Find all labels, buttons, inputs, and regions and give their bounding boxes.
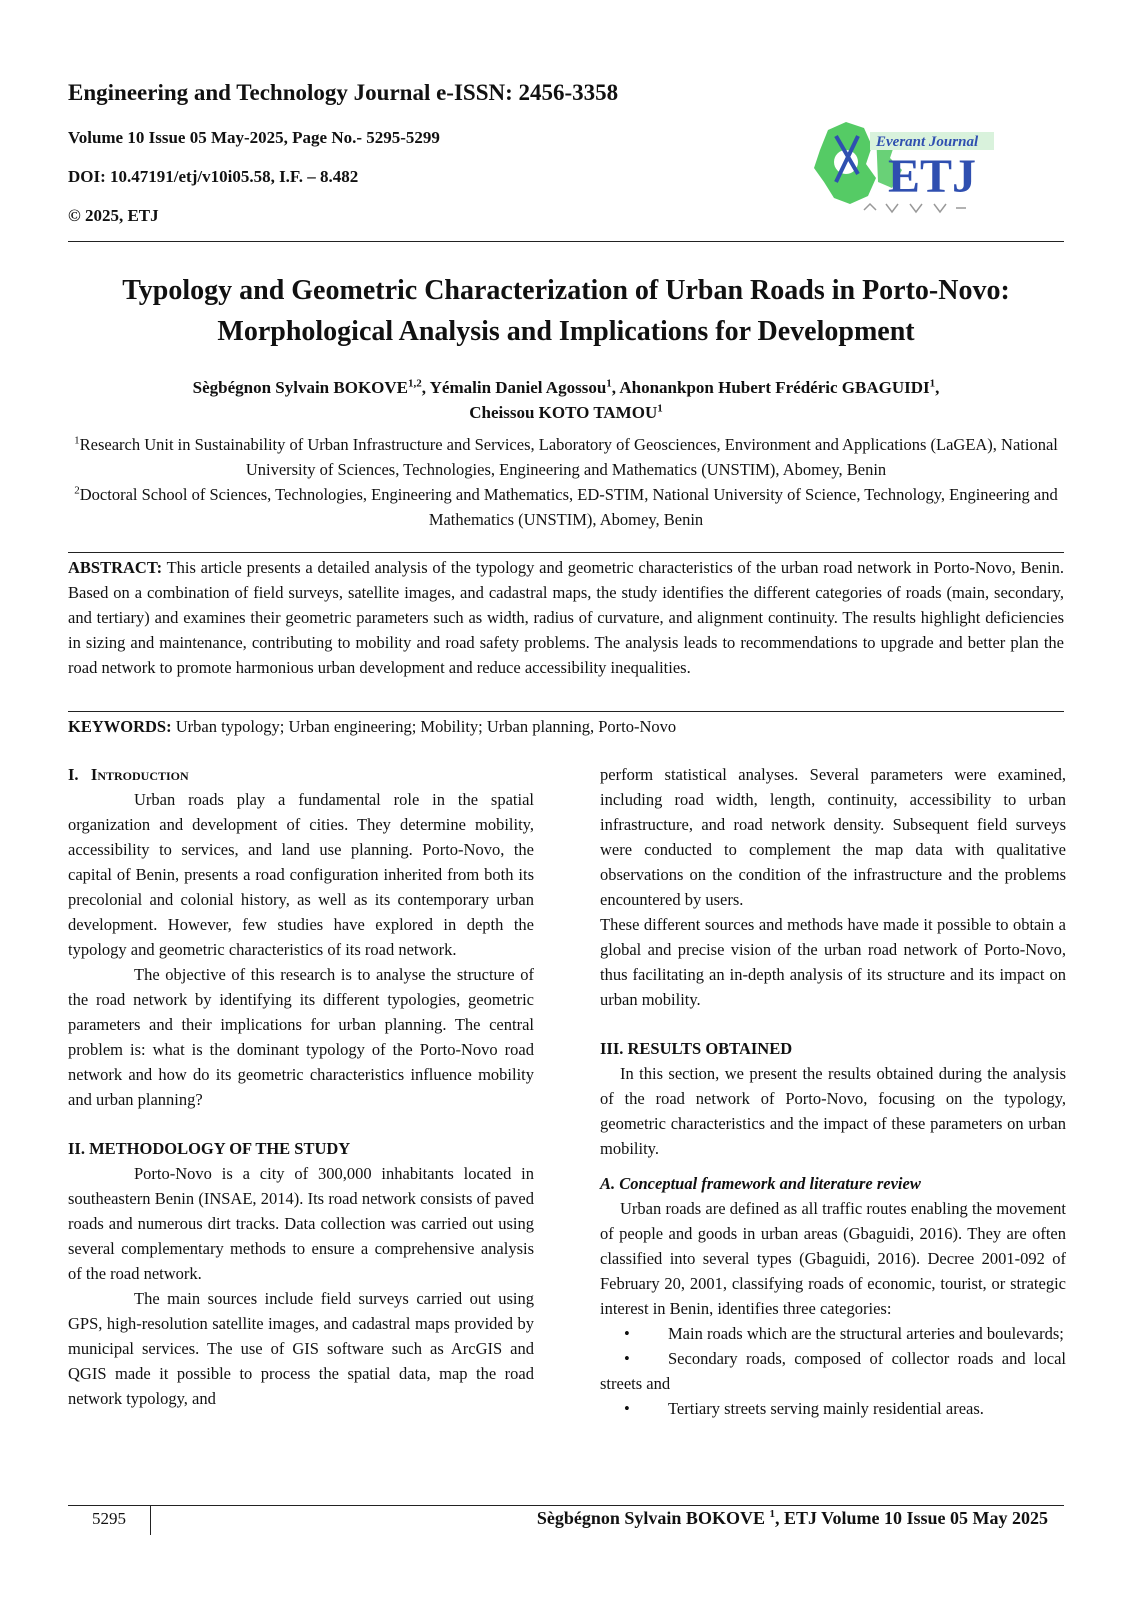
abstract bbox=[68, 555, 1064, 680]
intro-paragraph-2: The objective of this research is to analyse the structure of the road network by identifying its different typologies, geometric parameters and their implications for urban planning. The central problem is: what is the dominant typology of the Porto-Novo road network and how do its geometric characteristics influence mobility and urban planning? bbox=[68, 965, 534, 1109]
footer-divider bbox=[150, 1505, 151, 1535]
abstract-text: This article presents a detailed analysis of the typology and geometric characteristics of the urban road network in Porto-Novo, Benin. Based on a combination of field surveys, satellite images, and cadastral maps, the study identifies the different categories of roads (main, secondary, and tertiary) and examines their geometric parameters such as width, radius of curvature, and alignment continuity. The results highlight deficiencies in sizing and maintenance, contributing to mobility and road safety problems. The analysis leads to recommendations to upgrade and better plan the road network to promote harmonious urban development and reduce accessibility inequalities. bbox=[68, 558, 1064, 677]
affiliation-2-sup: 2 bbox=[74, 484, 80, 497]
affiliation-1-text: Research Unit in Sustainability of Urban Infrastructure and Services, Laboratory of Geosciences, Environment and Applications (LaGEA), National University of Sciences, Technologies, Engineering and Mathematics (UNSTIM), Abomey, Benin bbox=[79, 435, 1058, 479]
bullet-1-text: Main roads which are the structural arteries and boulevards; bbox=[668, 1324, 1064, 1343]
bullet-3-text: Tertiary streets serving mainly residential areas. bbox=[668, 1399, 984, 1418]
results-paragraph-1: In this section, we present the results obtained during the analysis of the road network of Porto-Novo, focusing on the typology, geometric characteristics and the impact of these parameters on urban mobility. bbox=[600, 1064, 1066, 1158]
author-3-end: , bbox=[935, 378, 940, 397]
subsection-a-paragraph: Urban roads are defined as all traffic routes enabling the movement of people and goods in urban areas (Gbaguidi, 2016). They are often classified into several types (Gbaguidi, 2016). Decree 2001-092 of February 20, 2001, classifying roads of economic, tourist, or strategic interest in Benin, identifies three categories: bbox=[600, 1199, 1066, 1318]
footer-journal-ref: , ETJ Volume 10 Issue 05 May 2025 bbox=[774, 1508, 1048, 1528]
methodology-paragraph-2: The main sources include field surveys carried out using GPS, high-resolution satellite images, and cadastral maps provided by municipal services. The use of GIS software such as ArcGIS and QGIS made it possible to process the spatial data, map the road network typology, and bbox=[68, 1289, 534, 1408]
logo-small-glyphs bbox=[864, 204, 966, 212]
bullet-1-dot: • bbox=[624, 1324, 630, 1343]
footer-author: Sègbégnon Sylvain BOKOVE bbox=[536, 1508, 770, 1528]
intro-title: Introduction bbox=[90, 765, 189, 784]
keywords-label: KEYWORDS: bbox=[68, 717, 172, 736]
journal-title: Engineering and Technology Journal e-ISSN: 2456-3358 bbox=[68, 80, 619, 105]
bullet-2-dot: • bbox=[624, 1349, 630, 1368]
methodology-paragraph-2-cont: perform statistical analyses. Several parameters were examined, including road width, length, continuity, accessibility to urban infrastructure, and road network density. Subsequent field surveys were conducted to complement the map data with qualitative observations on the condition of the infrastructure and the problems encountered by users. bbox=[600, 765, 1066, 909]
copyright-line: © 2025, ETJ bbox=[68, 206, 159, 225]
author-2: , Yémalin Daniel Agossou bbox=[421, 378, 607, 397]
volume-line: Volume 10 Issue 05 May-2025, Page No.- 5295-5299 bbox=[68, 128, 440, 147]
affiliation-1-sup: 1 bbox=[74, 434, 80, 447]
author-4: Cheissou KOTO TAMOU bbox=[469, 403, 658, 422]
author-line-1 bbox=[68, 375, 1064, 400]
bullet-item-2 bbox=[600, 1346, 1066, 1396]
author-1-sup: 1,2 bbox=[408, 377, 422, 390]
affiliation-2-text: Doctoral School of Sciences, Technologies, Engineering and Mathematics, ED-STIM, National University of Science, Technology, Engineering and Mathematics (UNSTIM), Abomey, Benin bbox=[79, 485, 1058, 529]
page-number: 5295 bbox=[92, 1509, 126, 1528]
author-1: Sègbégnon Sylvain BOKOVE bbox=[192, 378, 409, 397]
header-rule bbox=[68, 241, 1064, 242]
title-line-1: Typology and Geometric Characterization of Urban Roads in Porto-Novo: bbox=[122, 275, 1010, 306]
paper-title bbox=[68, 270, 1064, 352]
right-column bbox=[600, 762, 1066, 1421]
author-2-sup: 1 bbox=[606, 377, 612, 390]
abstract-bottom-rule bbox=[68, 711, 1064, 712]
intro-number: I. bbox=[68, 765, 79, 784]
methodology-heading: II. METHODOLOGY OF THE STUDY bbox=[68, 1139, 351, 1158]
footer-rule bbox=[68, 1505, 1064, 1506]
affiliation-1 bbox=[68, 432, 1064, 482]
keywords bbox=[68, 714, 1064, 739]
bullet-item-1 bbox=[600, 1321, 1066, 1346]
abstract-top-rule bbox=[68, 552, 1064, 553]
abstract-label: ABSTRACT: bbox=[68, 558, 163, 577]
intro-paragraph-1: Urban roads play a fundamental role in the spatial organization and development of cities. They determine mobility, accessibility to services, and land use planning. Porto-Novo, the capital of Benin, presents a road configuration inherited from both its precolonial and colonial history, as well as its contemporary urban development. However, few studies have explored in depth the typology and geometric characteristics of its road network. bbox=[68, 790, 534, 959]
methodology-paragraph-1: Porto-Novo is a city of 300,000 inhabitants located in southeastern Benin (INSAE, 2014). Its road network consists of paved roads and numerous dirt tracks. Data collection was carried out using several complementary methods to ensure a comprehensive analysis of the road network. bbox=[68, 1164, 534, 1283]
footer-author-sup: 1 bbox=[769, 1508, 775, 1520]
intro-heading bbox=[68, 762, 534, 787]
doi-line: DOI: 10.47191/etj/v10i05.58, I.F. – 8.482 bbox=[68, 167, 359, 186]
bullet-item-3 bbox=[600, 1396, 1066, 1421]
title-line-2: Morphological Analysis and Implications for Development bbox=[217, 316, 915, 347]
footer-citation bbox=[537, 1508, 1048, 1529]
bullet-2-text: Secondary roads, composed of collector roads and local streets and bbox=[600, 1349, 1066, 1393]
affiliations bbox=[68, 432, 1064, 532]
logo-text-main: ETJ bbox=[888, 150, 977, 203]
author-3: , Ahonankpon Hubert Frédéric GBAGUIDI bbox=[611, 378, 930, 397]
journal-header bbox=[68, 78, 768, 243]
affiliation-2 bbox=[68, 482, 1064, 532]
etj-logo bbox=[806, 112, 1016, 220]
bullet-3-dot: • bbox=[624, 1399, 630, 1418]
keywords-text: Urban typology; Urban engineering; Mobility; Urban planning, Porto-Novo bbox=[171, 717, 677, 736]
author-3-sup: 1 bbox=[929, 377, 936, 390]
methodology-paragraph-3: These different sources and methods have made it possible to obtain a global and precise vision of the urban road network of Porto-Novo, thus facilitating an in-depth analysis of its structure and its impact on urban mobility. bbox=[600, 915, 1066, 1009]
logo-text-top: Everant Journal bbox=[876, 134, 979, 150]
author-4-sup: 1 bbox=[657, 402, 663, 415]
subsection-a-heading: A. Conceptual framework and literature review bbox=[600, 1174, 921, 1193]
left-column bbox=[68, 762, 534, 1411]
author-list bbox=[68, 375, 1064, 425]
author-line-2 bbox=[68, 400, 1064, 425]
results-heading: III. RESULTS OBTAINED bbox=[600, 1039, 793, 1058]
